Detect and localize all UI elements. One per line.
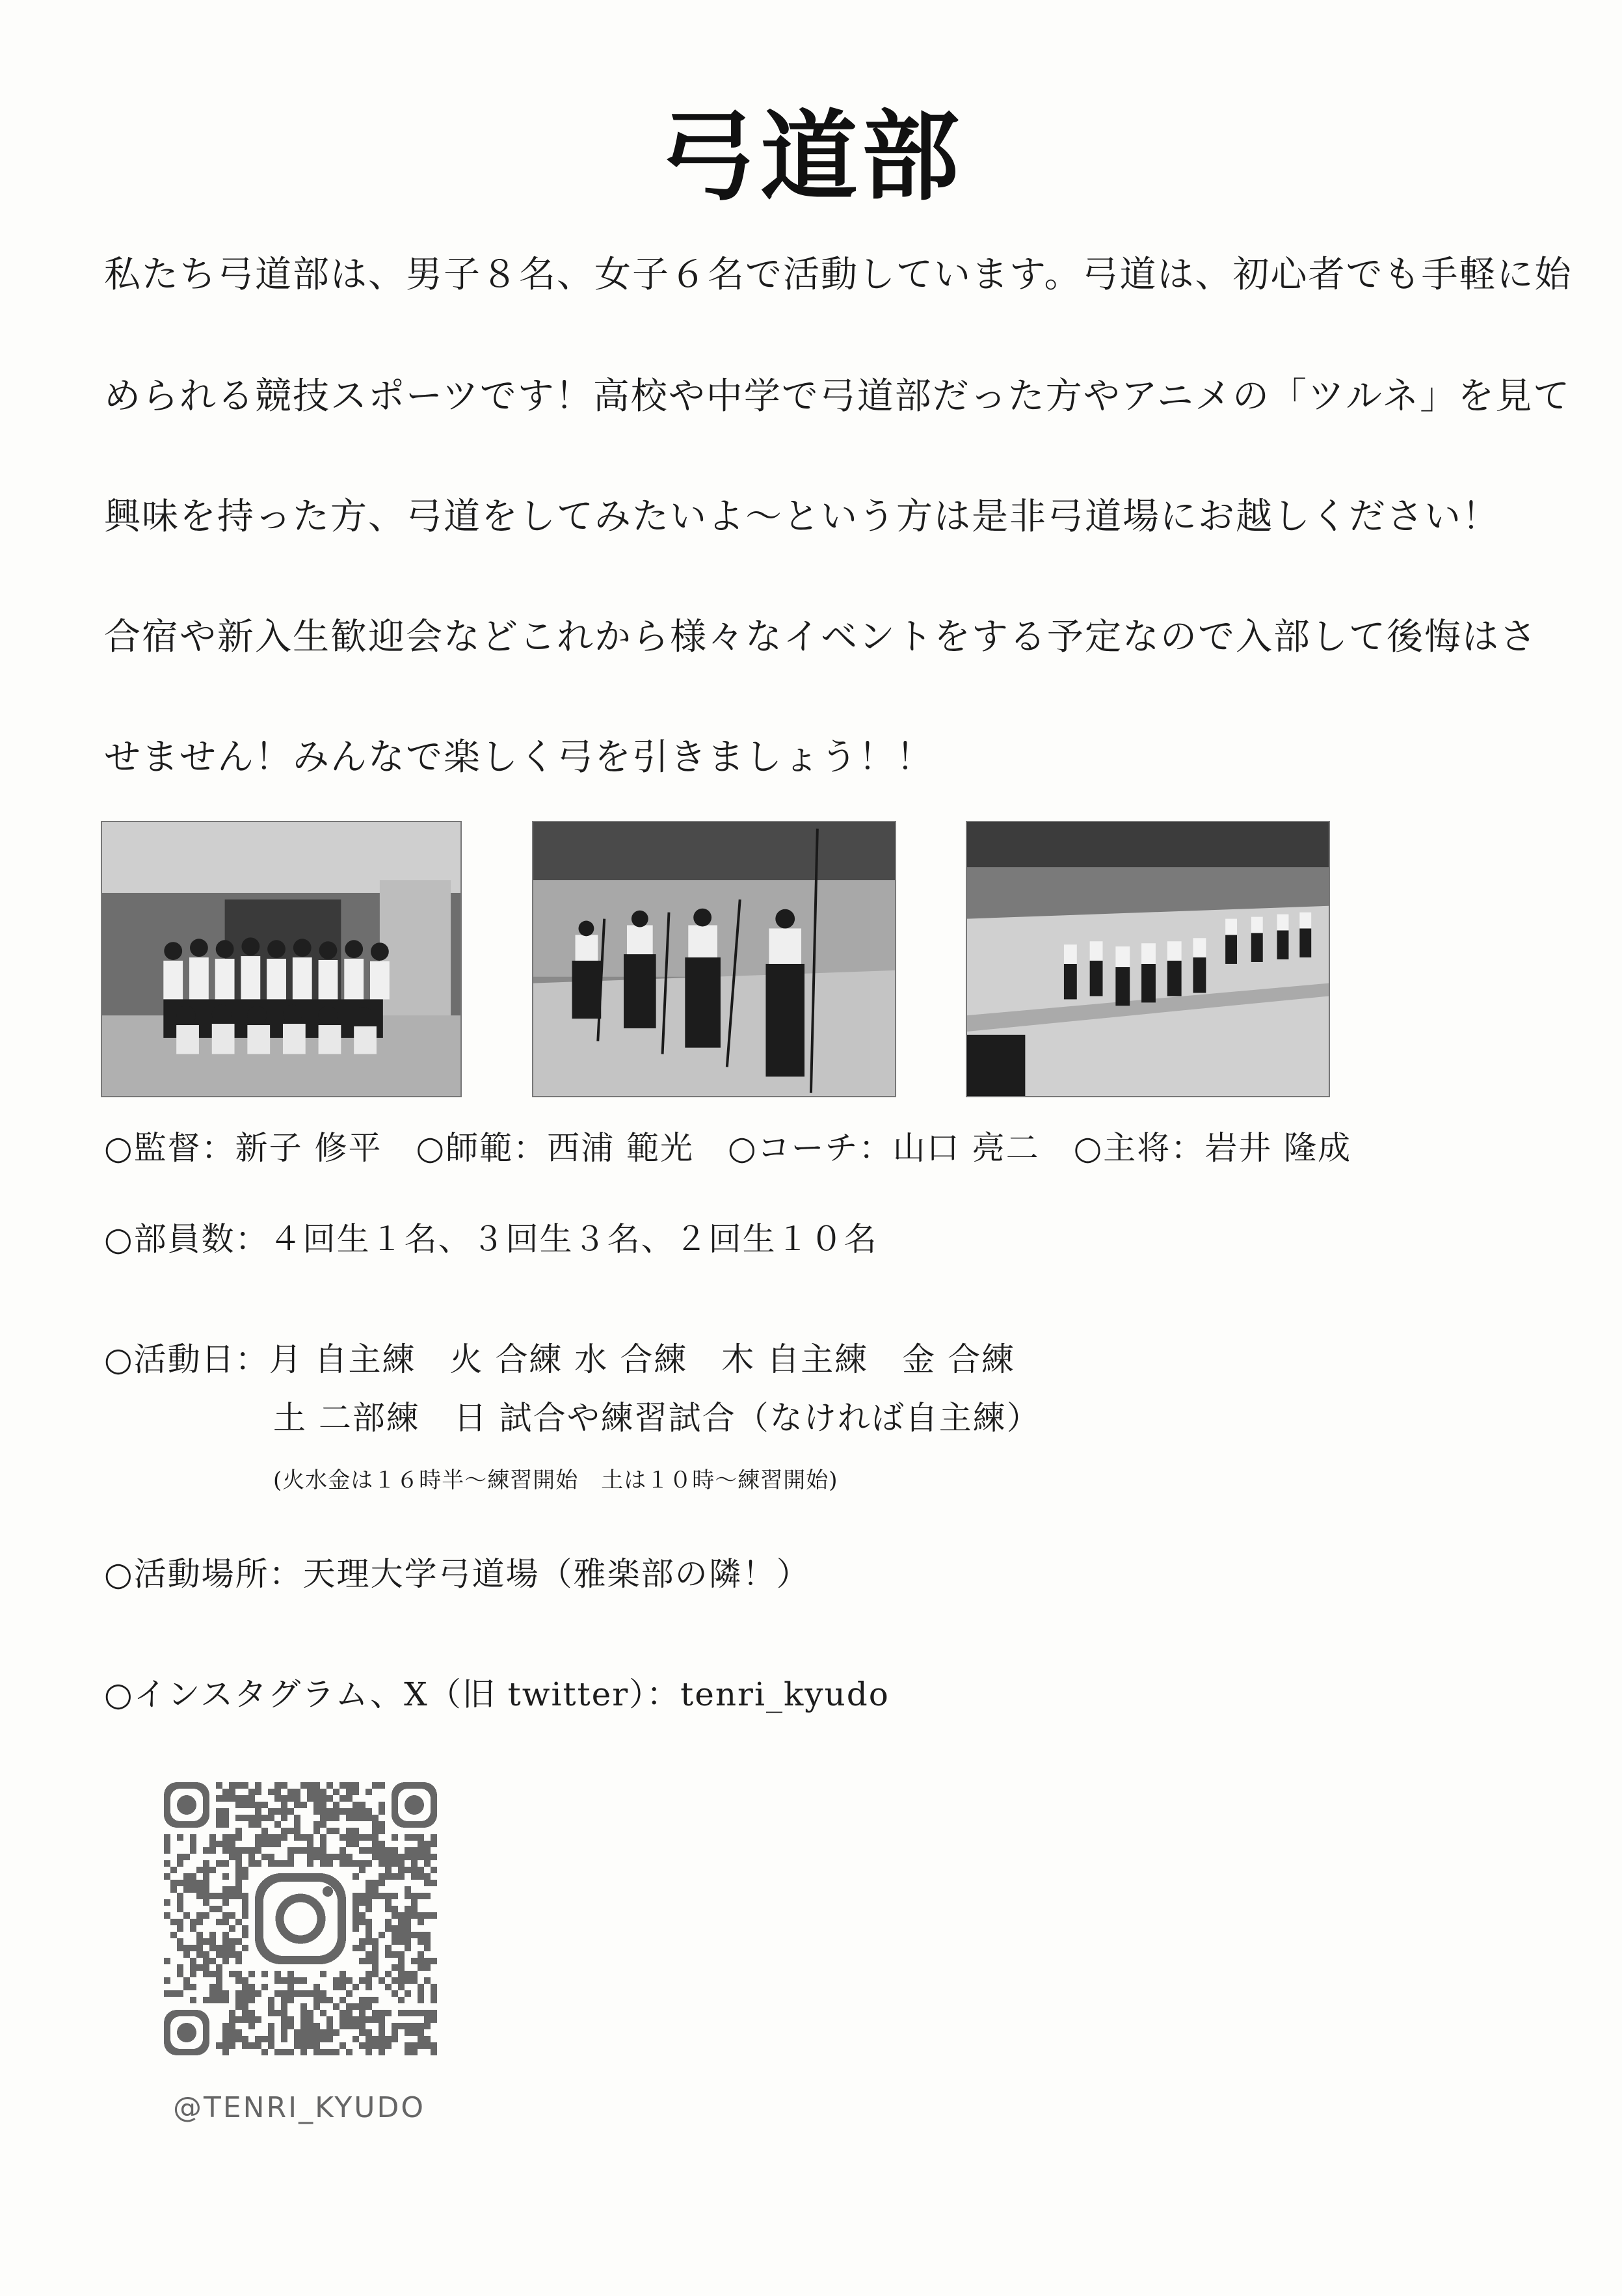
group-photo <box>101 821 462 1097</box>
sns-accounts: ○インスタグラム、X（旧 twitter）：tenri_kyudo <box>104 1675 890 1713</box>
instagram-qr-code[interactable] <box>164 1782 437 2055</box>
tournament-hall-photo <box>966 821 1330 1097</box>
activity-place: ○活動場所：天理大学弓道場（雅楽部の隣！） <box>104 1555 810 1593</box>
page-title: 弓道部 <box>658 101 963 214</box>
staff-info: ○監督：新子 修平 ○師範：西浦 範光 ○コーチ：山口 亮二 ○主将：岩井 隆成 <box>104 1129 1352 1167</box>
instagram-handle: @TENRI_KYUDO <box>172 2091 426 2124</box>
intro-line-3: 興味を持った方、弓道をしてみたいよ～という方は是非弓道場にお越しください！ <box>104 496 1500 538</box>
intro-line-5: せません！みんなで楽しく弓を引きましょう！！ <box>104 736 934 779</box>
schedule-line-2: 土 二部練 日 試合や練習試合（なければ自主練） <box>273 1399 1041 1437</box>
intro-line-4: 合宿や新入生歓迎会などこれから様々なイベントをする予定なので入部して後悔はさ <box>104 616 1537 658</box>
member-count: ○部員数：４回生１名、３回生３名、２回生１０名 <box>104 1220 878 1258</box>
schedule-note: (火水金は１６時半～練習開始 土は１０時～練習開始) <box>273 1467 838 1493</box>
intro-line-2: められる競技スポーツです！高校や中学で弓道部だった方やアニメの「ツルネ」を見て <box>104 375 1571 418</box>
intro-line-1: 私たち弓道部は、男子８名、女子６名で活動しています。弓道は、初心者でも手軽に始 <box>104 254 1573 296</box>
schedule-line-1: ○活動日：月 自主練 火 合練 水 合練 木 自主練 金 合練 <box>104 1341 1015 1378</box>
archery-shooting-photo <box>532 821 896 1097</box>
